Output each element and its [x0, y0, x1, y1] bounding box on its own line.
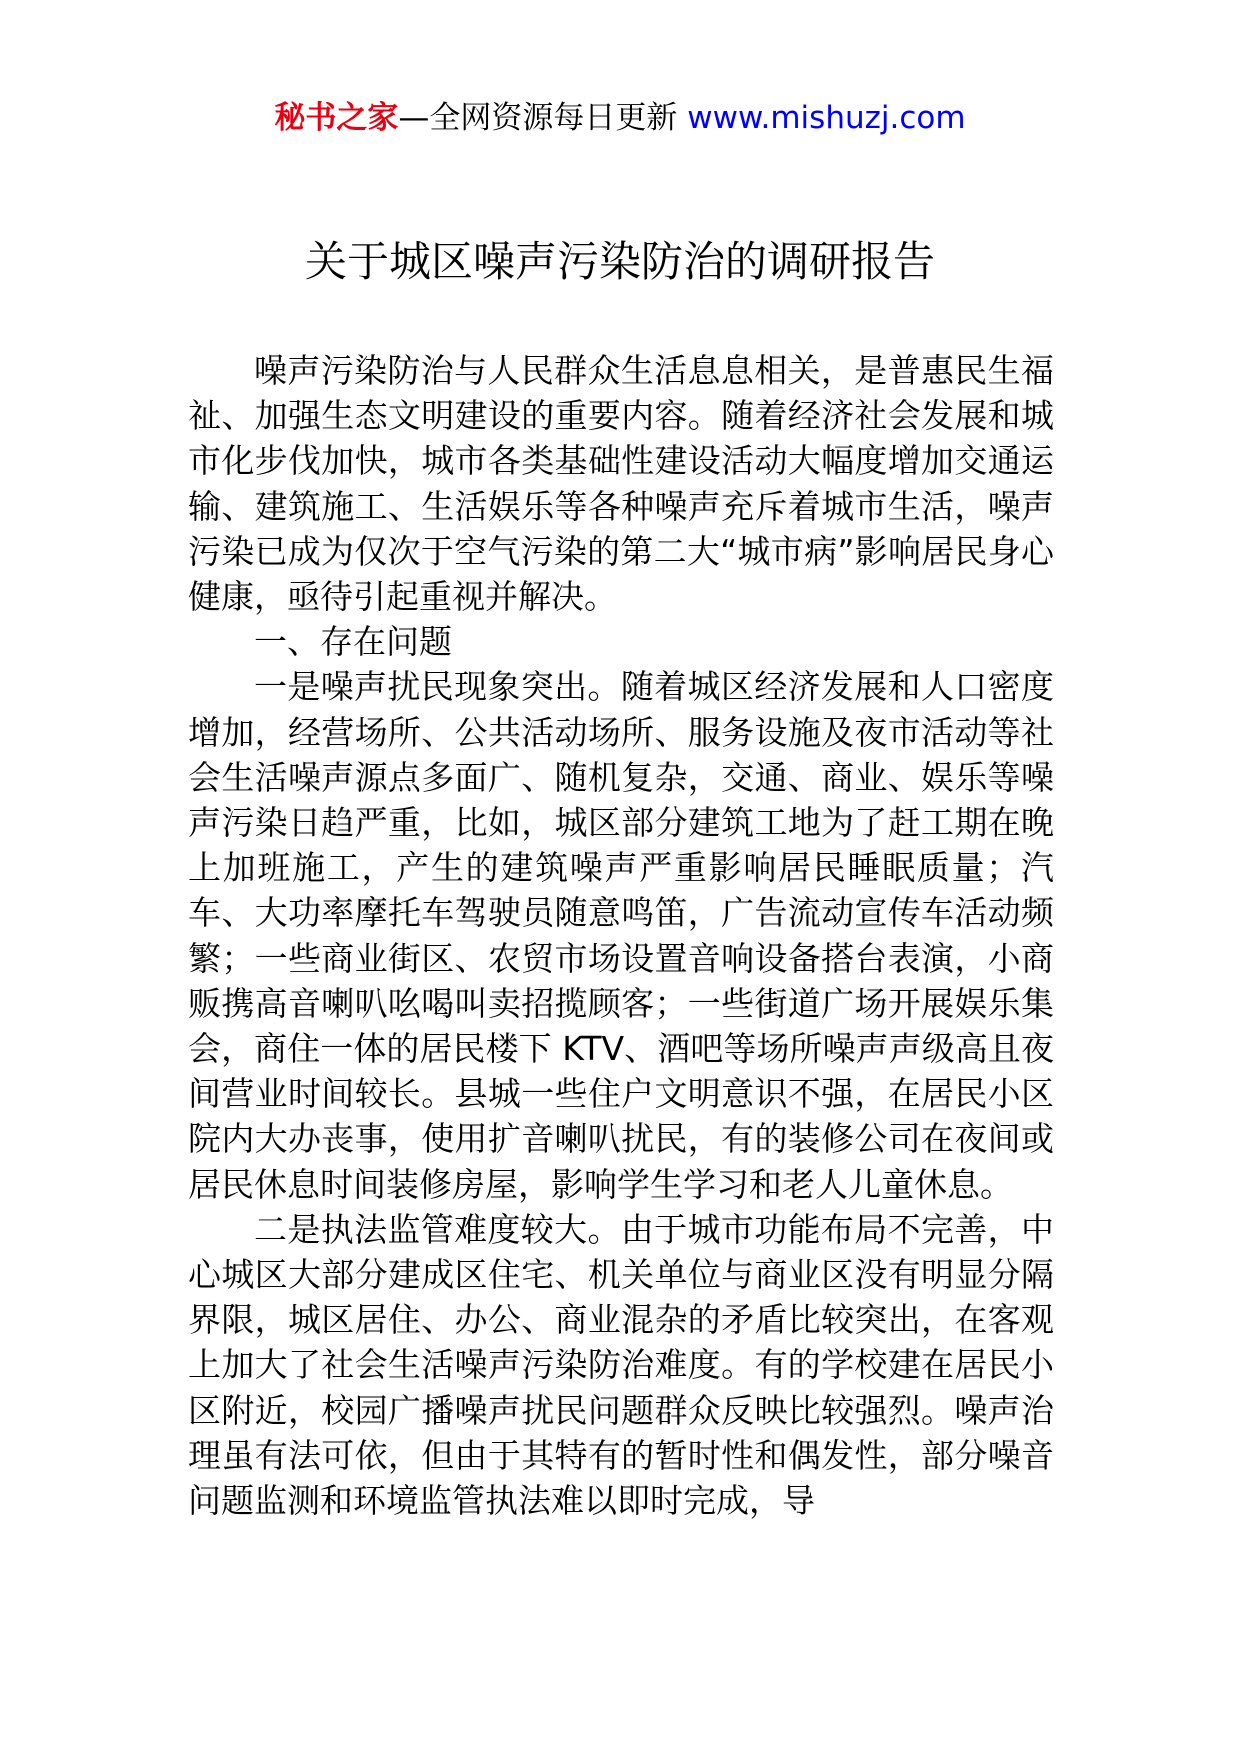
- site-url-link[interactable]: www.mishuzj.com: [687, 100, 966, 136]
- document-body: [188, 348, 1054, 1523]
- paragraph-enforcement-difficulty: 二是执法监管难度较大。由于城市功能布局不完善，中心城区大部分建成区住宅、机关单位与商业区没有明显分隔界限，城区居住、办公、商业混杂的矛盾比较突出，在客观上加大了社会生活噪声污染防治难度。有的学校建在居民小区附近，校园广播噪声扰民问题群众反映比较强烈。噪声治理虽有法可依，但由于其特有的暂时性和偶发性，部分噪音问题监测和环境监管执法难以即时完成，导: [188, 1209, 1054, 1521]
- document-title: 关于城区噪声污染防治的调研报告: [304, 237, 935, 286]
- section-heading-problems: 一、存在问题: [254, 622, 452, 662]
- site-tagline: —全网资源每日更新: [398, 100, 688, 136]
- paragraph-intro: 噪声污染防治与人民群众生活息息相关，是普惠民生福祉、加强生态文明建设的重要内容。随着经济社会发展和城市化步伐加快，城市各类基础性建设活动大幅度增加交通运输、建筑施工、生活娱乐等各种噪声充斥着城市生活，噪声污染已成为仅次于空气污染的第二大“城市病”影响居民身心健康，亟待引起重视并解决。: [188, 351, 1054, 617]
- paragraph-noise-disturbance: 一是噪声扰民现象突出。随着城区经济发展和人口密度增加，经营场所、公共活动场所、服务设施及夜市活动等社会生活噪声源点多面广、随机复杂，交通、商业、娱乐等噪声污染日趋严重，比如，城区部分建筑工地为了赶工期在晚上加班施工，产生的建筑噪声严重影响居民睡眠质量；汽车、大功率摩托车驾驶员随意鸣笛，广告流动宣传车活动频繁；一些商业街区、农贸市场设置音响设备搭台表演，小商贩携高音喇叭吆喝叫卖招揽顾客；一些街道广场开展娱乐集会，商住一体的居民楼下 KTV、酒吧等场所噪声声级高且夜间营业时间较长。县城一些住户文明意识不强，在居民小区院内大办丧事，使用扩音喇叭扰民，有的装修公司在夜间或居民休息时间装修房屋，影响学生学习和老人儿童休息。: [188, 667, 1054, 1204]
- site-brand: 秘书之家: [274, 100, 399, 136]
- site-header: [0, 96, 1240, 140]
